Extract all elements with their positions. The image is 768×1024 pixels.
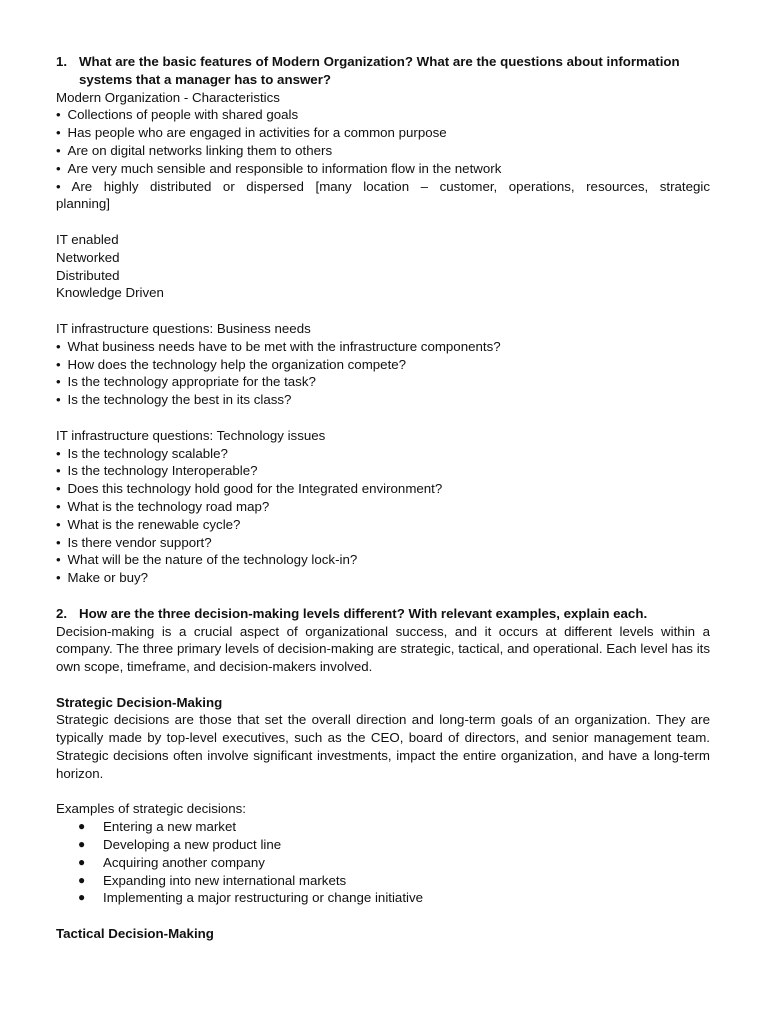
list-item: • Are very much sensible and responsible to information flow in the network — [56, 160, 502, 176]
examples-title: Examples of strategic decisions: — [56, 801, 246, 817]
strategic-paragraph: Strategic decisions are those that set the overall direction and long-term goals of an organization. They are typically made by top-level executives, such as the CEO, board of directors, and senior management team. Strategic decisions often involve significant investments, impact the entire organization, and have a long-term horizon. — [56, 712, 710, 781]
list-item: • What is the renewable cycle? — [56, 516, 241, 532]
list-item: • Is there vendor support? — [56, 534, 212, 550]
decision-making-intro: Decision-making is a crucial aspect of organizational success, and it occurs at different levels within a company. The three primary levels of decision-making are strategic, tactical, and operational. Each level has its own scope, timeframe, and decision-makers involved. — [56, 623, 710, 675]
bullet-icon: • — [56, 498, 61, 514]
bullet-icon: • — [56, 374, 61, 390]
bullet-icon: • — [56, 356, 61, 372]
feature-item: Knowledge Driven — [56, 285, 164, 301]
feature-item: Networked — [56, 249, 120, 265]
bullet-icon: ● — [78, 819, 86, 834]
list-item: ● Implementing a major restructuring or change initiative — [78, 890, 424, 906]
list-item: • Is the technology Interoperable? — [56, 463, 258, 479]
bullet-icon: ● — [78, 872, 86, 887]
bullet-icon: • — [56, 463, 61, 479]
list-item: ● Entering a new market — [78, 819, 237, 835]
bullet-icon: • — [56, 552, 61, 568]
technology-issues-list — [56, 445, 710, 587]
list-item: ● Expanding into new international markets — [78, 872, 347, 888]
list-item: • What will be the nature of the technology lock-in? — [56, 552, 358, 568]
question-1-number: 1. — [56, 54, 68, 69]
list-item: ● Acquiring another company — [78, 854, 265, 870]
bullet-icon: • — [56, 160, 61, 176]
question-2-number: 2. — [56, 605, 68, 621]
characteristics-title: Modern Organization - Characteristics — [56, 89, 280, 105]
list-item: ● Developing a new product line — [78, 837, 282, 853]
bullet-icon: • — [56, 125, 61, 141]
list-item: • Has people who are engaged in activities for a common purpose — [56, 125, 447, 141]
feature-item: IT enabled — [56, 231, 119, 247]
bullet-icon: ● — [78, 890, 86, 905]
bullet-icon: • — [56, 570, 61, 586]
list-item: • What is the technology road map? — [56, 498, 270, 514]
list-item: • Are highly distributed or dispersed [many location – customer, operations, resources, strategic — [56, 178, 711, 194]
bullet-icon: • — [56, 516, 61, 532]
business-needs-title: IT infrastructure questions: Business needs — [56, 320, 311, 336]
list-item-continuation: planning] — [56, 196, 110, 212]
list-item: • Is the technology the best in its class? — [56, 392, 292, 408]
bullet-icon: • — [56, 481, 61, 497]
characteristics-list — [56, 106, 710, 213]
list-item: • Are on digital networks linking them to others — [56, 142, 333, 158]
question-1-text: What are the basic features of Modern Organization? What are the questions about information systems that a manager has to answer? — [79, 54, 680, 87]
list-item: • Is the technology scalable? — [56, 445, 228, 461]
list-item: • Make or buy? — [56, 570, 149, 586]
list-item: • Does this technology hold good for the Integrated environment? — [56, 481, 443, 497]
features-list — [56, 231, 710, 302]
feature-item: Distributed — [56, 267, 120, 283]
technology-issues-title: IT infrastructure questions: Technology issues — [56, 427, 326, 443]
strategic-examples-list — [56, 818, 710, 907]
bullet-icon: • — [56, 107, 61, 123]
list-item: • Is the technology appropriate for the task? — [56, 374, 316, 390]
list-item: • What business needs have to be met with the infrastructure components? — [56, 338, 501, 354]
bullet-icon: ● — [78, 837, 86, 852]
bullet-icon: • — [56, 178, 61, 194]
list-item: • How does the technology help the organization compete? — [56, 356, 407, 372]
list-item: • Collections of people with shared goals — [56, 107, 299, 123]
tactical-heading: Tactical Decision-Making — [56, 926, 214, 942]
business-needs-list — [56, 338, 710, 409]
question-1 — [56, 53, 710, 89]
question-2-text: How are the three decision-making levels different? With relevant examples, explain each. — [79, 605, 648, 621]
bullet-icon: • — [56, 445, 61, 461]
bullet-icon: • — [56, 534, 61, 550]
bullet-icon: • — [56, 392, 61, 408]
question-2 — [56, 605, 710, 623]
bullet-icon: • — [56, 142, 61, 158]
bullet-icon: ● — [78, 854, 86, 869]
bullet-icon: • — [56, 338, 61, 354]
strategic-heading: Strategic Decision-Making — [56, 694, 223, 710]
